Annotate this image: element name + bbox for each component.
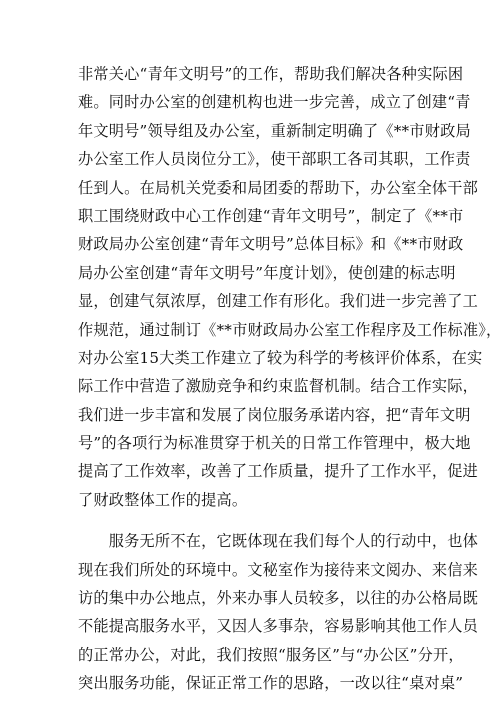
text-line: 号”的各项行为标准贯穿于机关的日常工作管理中，极大地 — [78, 434, 471, 453]
text-line: 年文明号”领导组及办公室，重新制定明确了《**市财政局 — [78, 121, 471, 140]
text-line: 财政局办公室创建“青年文明号”总体目标》和《**市财政 — [78, 235, 464, 254]
text-line: 访的集中办公地点，外来办事人员较多，以往的办公格局既 — [78, 589, 479, 608]
document-body — [78, 60, 501, 698]
text-line: 的正常办公，对此，我们按照“服务区”与“办公区”分开， — [78, 645, 464, 664]
text-line: 我们进一步丰富和发展了岗位服务承诺内容，把“青年文明 — [78, 405, 471, 424]
text-line: 际工作中营造了激励竞争和约束监督机制。结合工作实际， — [78, 377, 479, 396]
text-line: 对办公室15大类工作建立了较为科学的考核评价体系，在实 — [78, 348, 483, 367]
text-line: 了财政整体工作的提高。 — [78, 490, 248, 509]
text-line: 突出服务功能，保证正常工作的思路，一改以往“桌对桌” — [78, 674, 464, 693]
text-line: 职工围绕财政中心工作创建“青年文明号”，制定了《**市 — [78, 206, 464, 225]
paragraph-1 — [78, 60, 501, 514]
text-line: 提高了工作效率，改善了工作质量，提升了工作水平，促进 — [78, 462, 479, 481]
text-line: 服务无所不在，它既体现在我们每个人的行动中，也体 — [78, 532, 479, 551]
paragraph-2 — [78, 527, 479, 697]
text-line: 办公室工作人员岗位分工》，使干部职工各司其职，工作责 — [78, 150, 471, 169]
text-line: 作规范，通过制订《**市财政局办公室工作程序及工作标准》， — [78, 320, 501, 339]
text-line: 任到人。在局机关党委和局团委的帮助下，办公室全体干部 — [78, 178, 479, 197]
text-line: 不能提高服务水平，又因人多事杂，容易影响其他工作人员 — [78, 617, 479, 636]
text-line: 非常关心“青年文明号”的工作，帮助我们解决各种实际困 — [78, 65, 464, 83]
text-line: 显，创建气氛浓厚，创建工作有形化。我们进一步完善了工 — [78, 292, 479, 311]
text-line: 难。同时办公室的创建机构也进一步完善，成立了创建“青 — [78, 93, 471, 112]
paragraph-spacing — [78, 514, 432, 527]
text-line: 局办公室创建“青年文明号”年度计划》，使创建的标志明 — [78, 263, 456, 282]
text-line: 现在我们所处的环境中。文秘室作为接待来文阅办、来信来 — [78, 560, 479, 579]
